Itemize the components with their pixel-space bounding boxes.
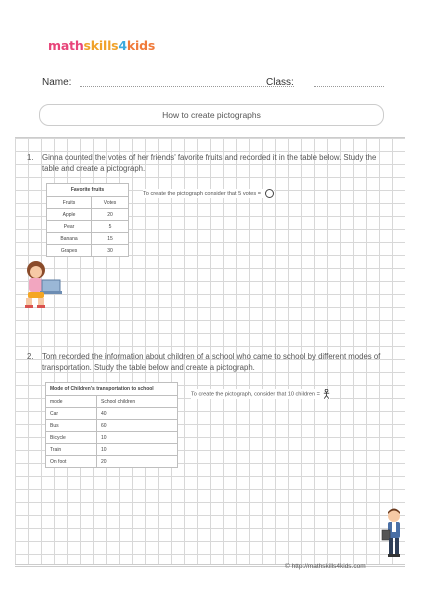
name-label: Name: — [42, 77, 72, 88]
question-1-key — [143, 189, 274, 198]
transport-count: 10 — [97, 432, 178, 444]
fruits-header-fruits: Fruits — [47, 197, 92, 209]
transport-mode: On foot — [46, 456, 97, 468]
transport-mode: Train — [46, 444, 97, 456]
circle-icon — [265, 189, 274, 198]
transport-count: 60 — [97, 420, 178, 432]
page-title: How to create pictographs — [39, 104, 384, 126]
question-2 — [27, 351, 387, 373]
question-2-text: Tom recorded the information about children of a school who came to school by different modes of transportation. Study the table below and create a pictograph. — [42, 352, 381, 372]
fruit-votes: 15 — [92, 233, 129, 245]
logo-4: 4 — [118, 38, 127, 53]
class-label: Class: — [266, 77, 294, 88]
logo — [48, 38, 155, 53]
fruits-table — [46, 183, 129, 257]
stick-figure-icon — [323, 389, 330, 399]
table-row — [46, 456, 178, 468]
table-row — [46, 408, 178, 420]
transport-header-children: School children — [97, 396, 178, 408]
name-field[interactable] — [80, 86, 294, 87]
fruit-name: Grapes — [47, 245, 92, 257]
fruit-votes: 20 — [92, 209, 129, 221]
transport-mode: Car — [46, 408, 97, 420]
transport-table-title: Mode of Children's transportation to school — [46, 383, 178, 396]
table-row — [47, 245, 129, 257]
question-1-key-text: To create the pictograph consider that 5 votes = — [143, 190, 262, 197]
fruit-name: Banana — [47, 233, 92, 245]
boy-with-tablet-illustration — [380, 508, 408, 560]
question-1 — [27, 152, 387, 174]
table-row — [46, 432, 178, 444]
logo-kids: kids — [126, 38, 156, 53]
logo-math: math — [48, 38, 84, 53]
transport-header-mode: mode — [46, 396, 97, 408]
transport-count: 40 — [97, 408, 178, 420]
question-2-key-text: To create the pictograph, consider that 10 children = — [191, 391, 320, 398]
table-row — [47, 209, 129, 221]
fruit-votes: 5 — [92, 221, 129, 233]
question-1-text: Ginna counted the votes of her friends' favorite fruits and recorded it in the table below. Study the table and create a pictograph. — [42, 153, 377, 173]
fruit-name: Apple — [47, 209, 92, 221]
class-field[interactable] — [314, 86, 384, 87]
girl-with-laptop-illustration — [20, 258, 68, 312]
question-2-key — [191, 389, 330, 399]
transport-count: 20 — [97, 456, 178, 468]
footer-url[interactable]: © http://mathskills4kids.com — [285, 563, 366, 570]
question-1-number: 1. — [27, 153, 34, 162]
table-row — [46, 420, 178, 432]
fruit-name: Pear — [47, 221, 92, 233]
fruits-table-title: Favorite fruits — [47, 184, 129, 197]
table-row — [47, 233, 129, 245]
table-row — [46, 444, 178, 456]
transportation-table — [45, 382, 178, 468]
fruits-header-votes: Votes — [92, 197, 129, 209]
logo-skills: skills — [83, 38, 119, 53]
table-row — [47, 221, 129, 233]
transport-mode: Bus — [46, 420, 97, 432]
question-2-number: 2. — [27, 352, 34, 361]
transport-mode: Bicycle — [46, 432, 97, 444]
fruit-votes: 30 — [92, 245, 129, 257]
transport-count: 10 — [97, 444, 178, 456]
